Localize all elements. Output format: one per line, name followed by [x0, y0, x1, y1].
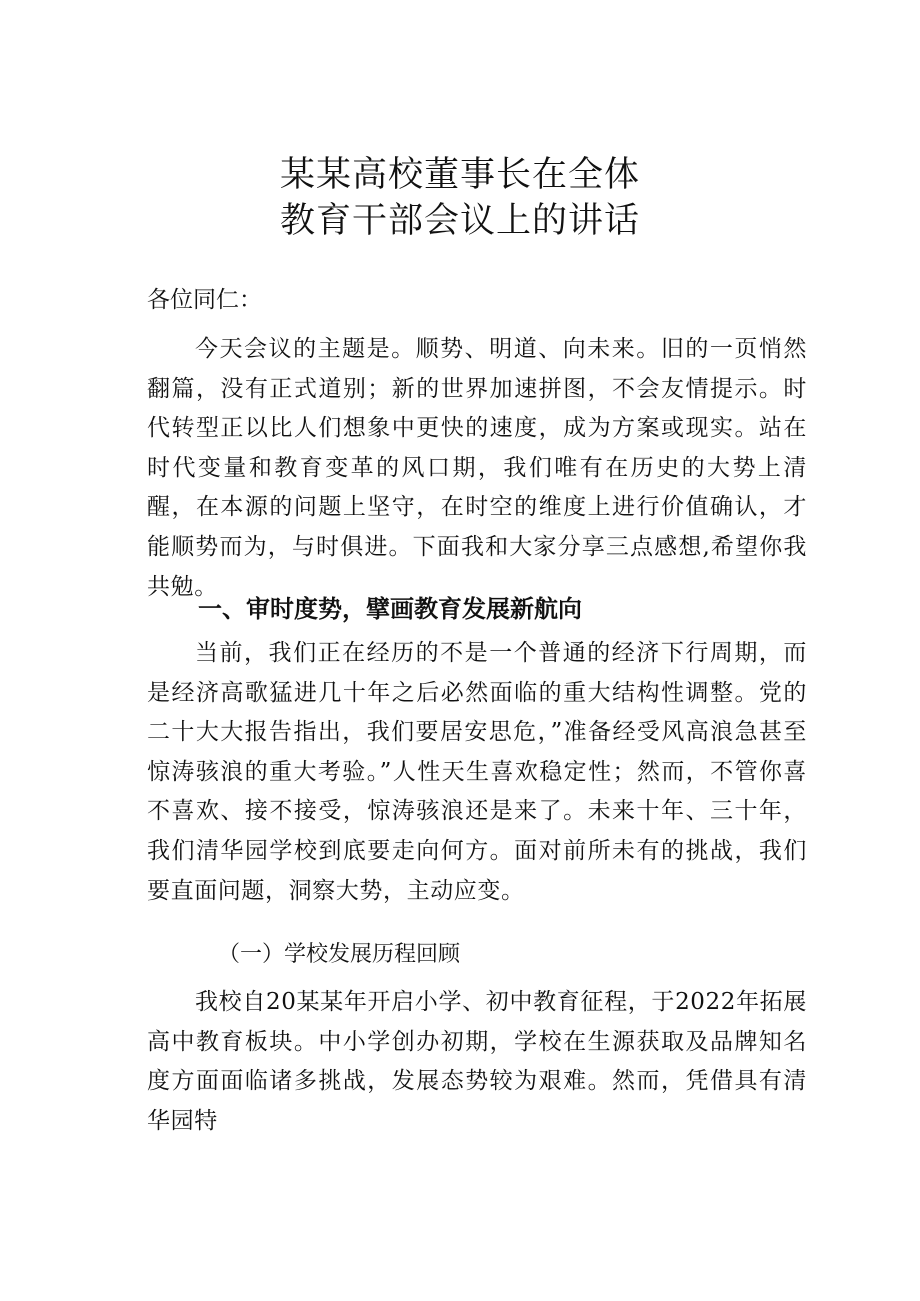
document-title	[0, 152, 920, 244]
paragraph-intro: 今天会议的主题是。顺势、明道、向未来。旧的一页悄然翻篇，没有正式道别；新的世界加速拼图，不会友情提示。时代转型正以比人们想象中更快的速度，成为方案或现实。站在时代变量和教育变革的风口期，我们唯有在历史的大势上清醒，在本源的问题上坚守，在时空的维度上进行价值确认，才能顺势而为，与时俱进。下面我和大家分享三点感想,希望你我共勉。	[147, 336, 807, 600]
subsection-heading-1: （一）学校发展历程回顾	[218, 942, 461, 967]
title-line-1: 某某高校董事长在全体	[279, 155, 640, 195]
paragraph-subsection-1: 我校自20某某年开启小学、初中教育征程，于2022年拓展高中教育板块。中小学创办初期，学校在生源获取及品牌知名度方面面临诸多挑战，发展态势较为艰难。然而，凭借具有清华园特	[147, 989, 807, 1134]
title-line-2: 教育干部会议上的讲话	[279, 201, 640, 241]
paragraph-section-1: 当前，我们正在经历的不是一个普通的经济下行周期，而是经济高歌猛进几十年之后必然面临的重大结构性调整。党的二十大大报告指出，我们要居安思危，”准备经受风高浪急甚至惊涛骇浪的重大考验。”人性天生喜欢稳定性；然而，不管你喜不喜欢、接不接受，惊涛骇浪还是来了。未来十年、三十年，我们清华园学校到底要走向何方。面对前所未有的挑战，我们要直面问题，洞察大势，主动应变。	[147, 640, 807, 904]
salutation: 各位同仁：	[147, 287, 262, 313]
section-heading-1: 一、审时度势，擘画教育发展新航向	[198, 595, 582, 623]
